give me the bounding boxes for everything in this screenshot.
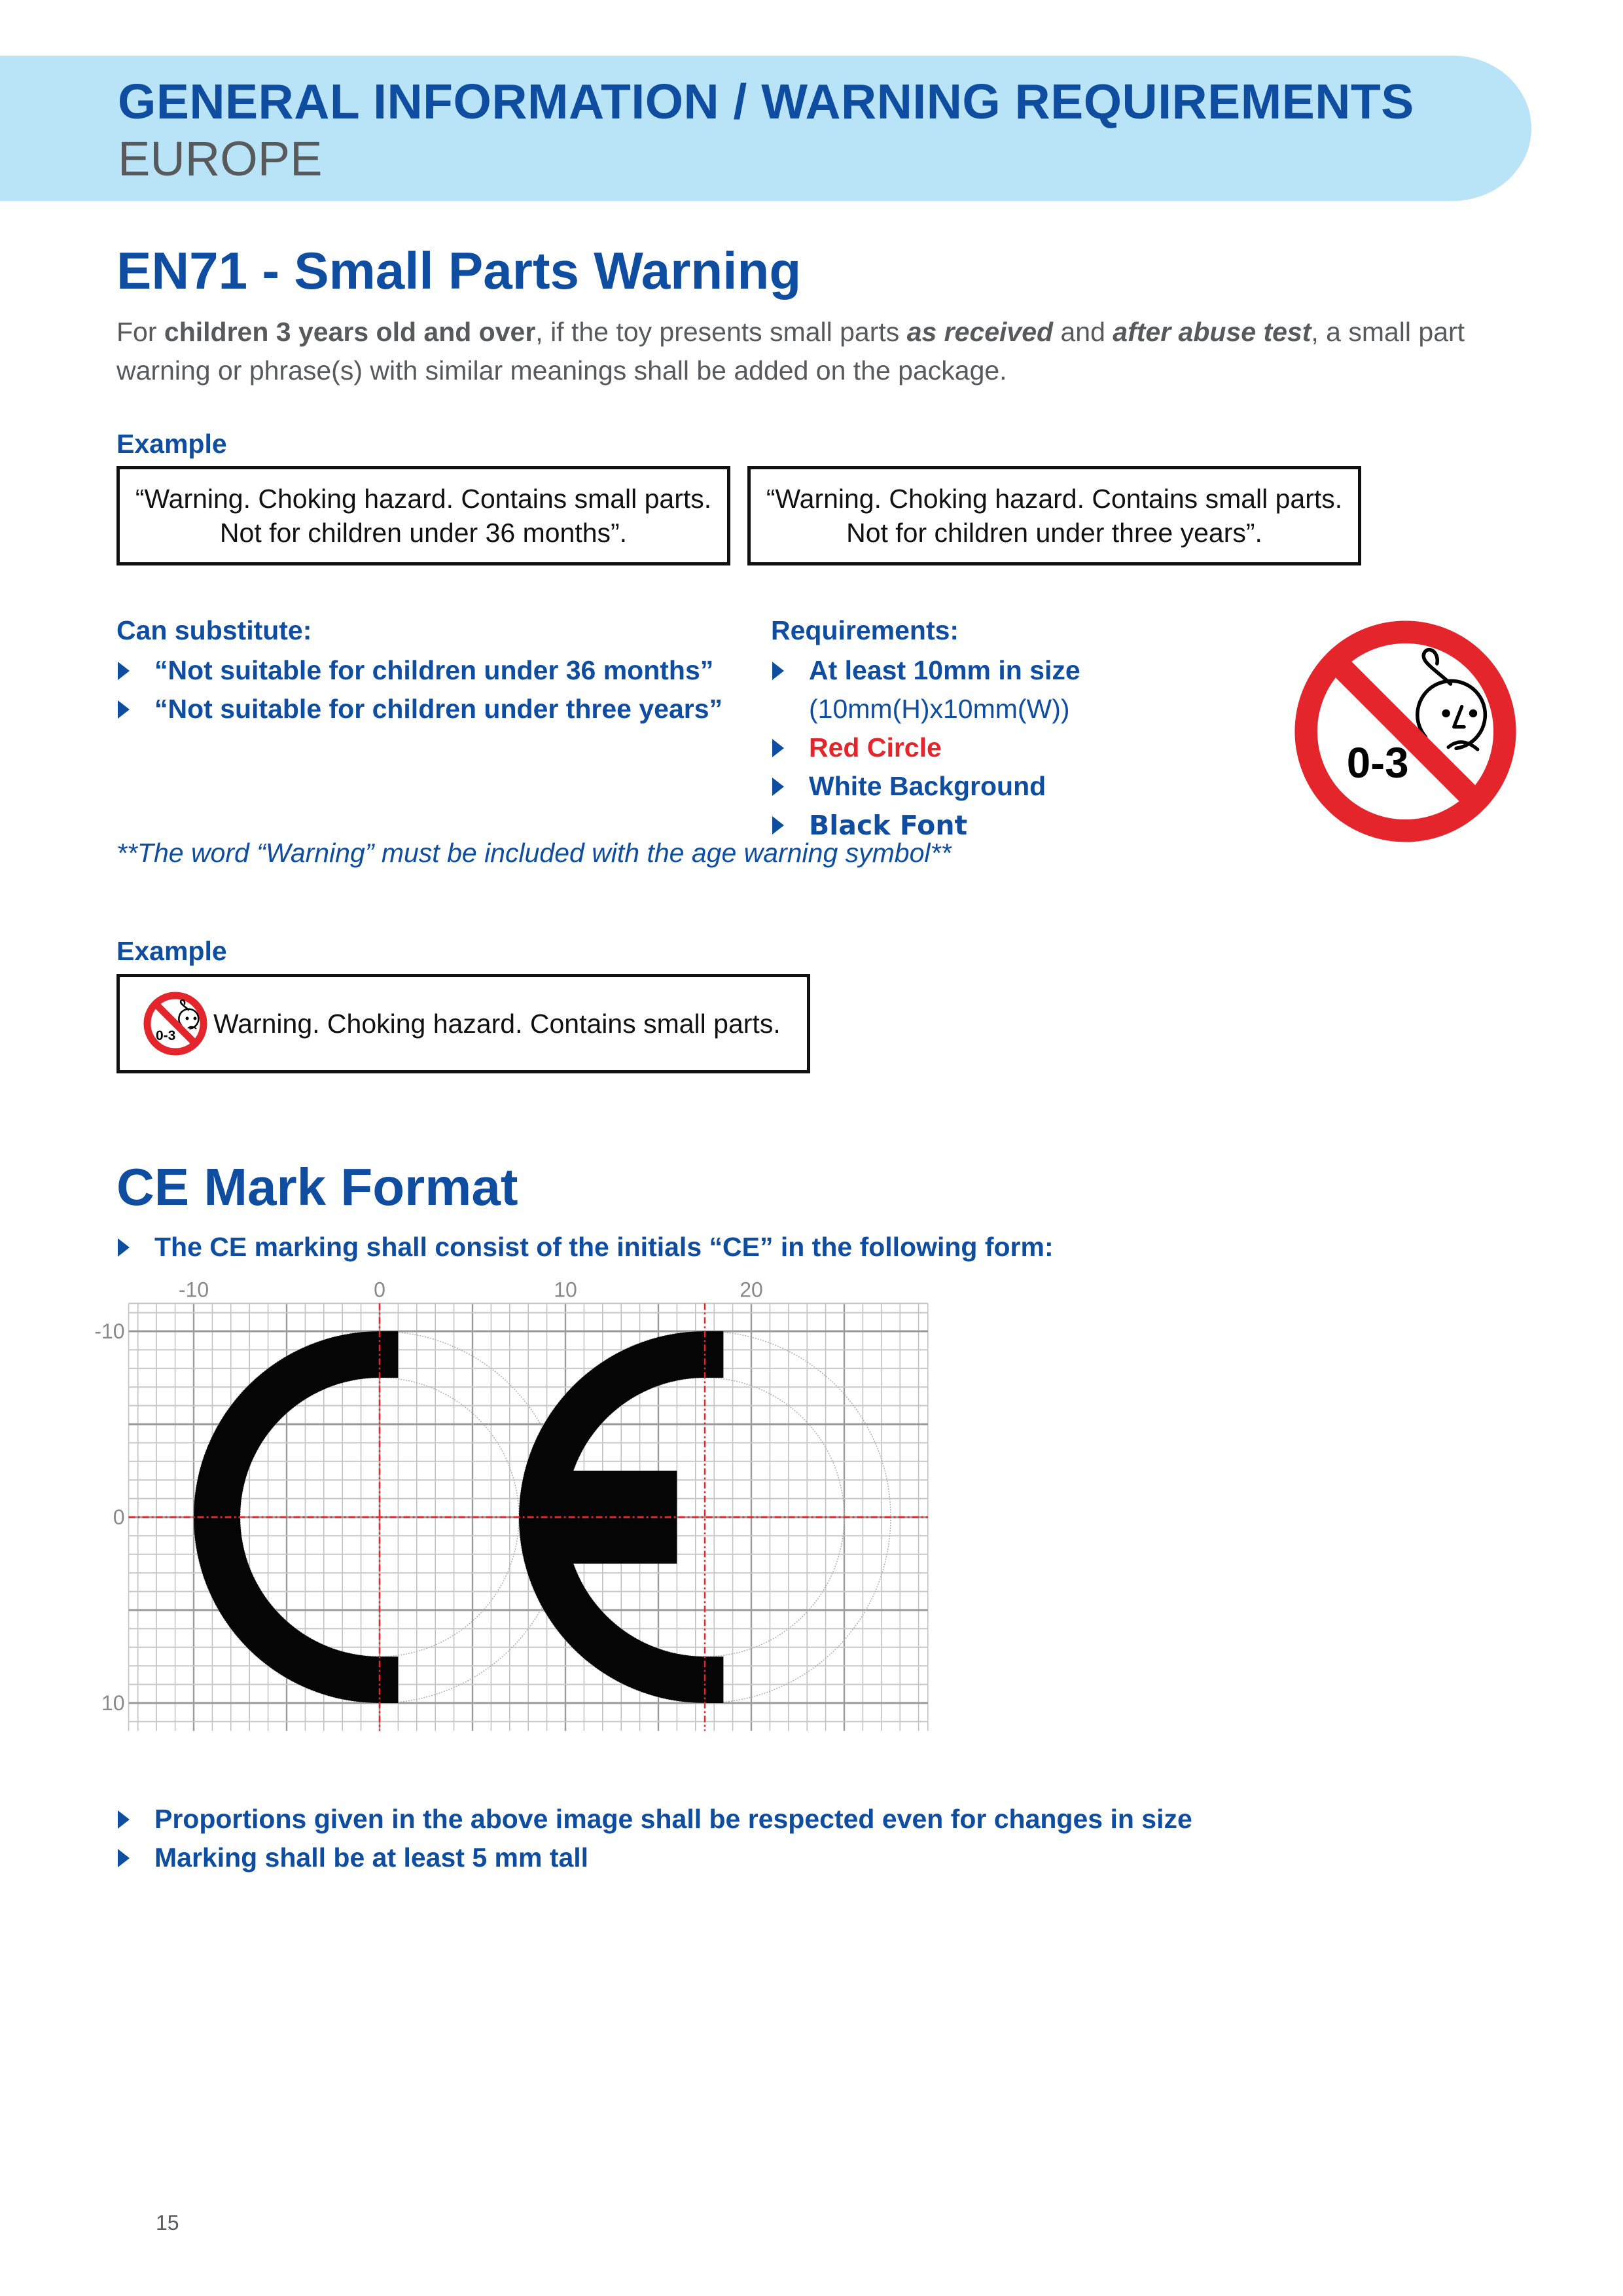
list-item xyxy=(118,651,722,690)
bullet-triangle-icon xyxy=(118,700,130,719)
bullet-triangle-icon xyxy=(772,816,784,834)
list-item xyxy=(772,651,1080,690)
y-tick-label: 0 xyxy=(113,1505,125,1529)
list-item xyxy=(772,767,1080,806)
example-label: Example xyxy=(116,429,227,459)
example2-text: Warning. Choking hazard. Contains small parts. xyxy=(213,1009,781,1039)
age-range-label: 0-3 xyxy=(1346,739,1409,787)
requirements-label: Requirements: xyxy=(771,615,959,645)
example-line: Not for children under 36 months”. xyxy=(219,518,628,548)
age-range-label: 0-3 xyxy=(156,1028,176,1043)
example-box-symbol xyxy=(116,974,810,1073)
list-item-text: White Background xyxy=(809,771,1046,801)
bullet-triangle-icon xyxy=(118,662,130,680)
bullet-triangle-icon xyxy=(118,1849,130,1867)
page-subtitle: EUROPE xyxy=(118,132,323,186)
warning-note: **The word “Warning” must be included with the age warning symbol** xyxy=(116,838,952,868)
en71-intro xyxy=(116,313,1524,390)
x-tick-label: 10 xyxy=(554,1278,577,1302)
bullet-triangle-icon xyxy=(118,1238,130,1257)
example-box-36-months xyxy=(116,466,730,565)
x-tick-label: 0 xyxy=(374,1278,385,1302)
list-item xyxy=(118,1839,1192,1877)
list-item-text: Black Font xyxy=(809,809,968,841)
list-item-text: At least 10mm in size xyxy=(809,655,1080,685)
intro-text: , a small part warning or phrase(s) with similar meanings shall be added on the package. xyxy=(116,317,1465,386)
bullet-triangle-icon xyxy=(772,778,784,796)
list-item-text: The CE marking shall consist of the initials “CE” in the following form: xyxy=(154,1232,1054,1262)
intro-bold-age: children 3 years old and over xyxy=(164,317,536,347)
age-warning-small-icon xyxy=(143,991,208,1056)
example-line: “Warning. Choking hazard. Contains small parts. xyxy=(135,484,712,514)
list-item-text: Marking shall be at least 5 mm tall xyxy=(154,1842,589,1873)
intro-bold-as-received: as received xyxy=(906,317,1054,347)
requirements-list xyxy=(772,651,1080,844)
intro-bold-abuse-test: after abuse test xyxy=(1113,317,1311,347)
bullet-triangle-icon xyxy=(772,662,784,680)
y-tick-label: -10 xyxy=(94,1319,125,1343)
list-item xyxy=(118,1800,1192,1839)
page-title: GENERAL INFORMATION / WARNING REQUIREMENTS xyxy=(118,74,1414,129)
can-substitute-list xyxy=(118,651,722,728)
x-tick-label: -10 xyxy=(178,1278,209,1302)
list-item xyxy=(772,728,1080,767)
intro-text: , if the toy presents small parts xyxy=(535,317,907,347)
list-item-text: “Not suitable for children under 36 months” xyxy=(154,655,714,685)
ce-mark-diagram xyxy=(65,1263,955,1761)
list-item-text: Red Circle xyxy=(809,732,942,762)
ce-intro xyxy=(118,1228,1054,1266)
ce-rules-list xyxy=(118,1800,1192,1877)
en71-heading: EN71 - Small Parts Warning xyxy=(116,242,802,300)
list-item-sub xyxy=(772,690,1080,728)
list-item-text: “Not suitable for children under three years” xyxy=(154,694,723,724)
y-tick-label: 10 xyxy=(101,1691,125,1715)
can-substitute-label: Can substitute: xyxy=(116,615,312,645)
example-line: “Warning. Choking hazard. Contains small parts. xyxy=(766,484,1343,514)
age-warning-0-3-icon xyxy=(1293,619,1518,844)
list-item-text: Proportions given in the above image shall be respected even for changes in size xyxy=(154,1804,1192,1834)
example2-label: Example xyxy=(116,936,227,966)
bullet-triangle-icon xyxy=(118,1810,130,1829)
intro-text: and xyxy=(1053,317,1113,347)
ce-heading: CE Mark Format xyxy=(116,1158,518,1216)
intro-text: For xyxy=(116,317,164,347)
bullet-triangle-icon xyxy=(772,739,784,757)
example-box-three-years xyxy=(747,466,1361,565)
list-item xyxy=(118,1228,1054,1266)
list-item xyxy=(118,690,722,728)
x-tick-label: 20 xyxy=(740,1278,763,1302)
list-item-subtext: (10mm(H)x10mm(W)) xyxy=(809,694,1070,724)
example-line: Not for children under three years”. xyxy=(846,518,1262,548)
page-number: 15 xyxy=(156,2211,179,2234)
